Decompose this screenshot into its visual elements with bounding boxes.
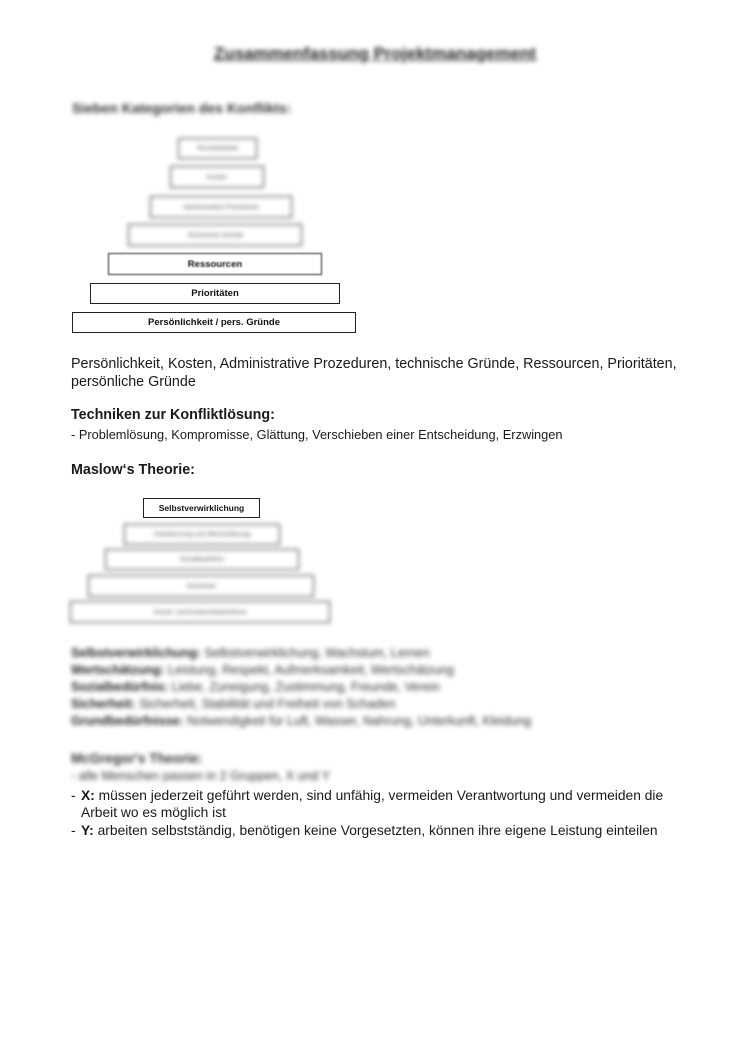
maslow-level-4: Sicherheit [88, 575, 314, 597]
techniques-heading: Techniken zur Konfliktlösung: [71, 407, 275, 423]
maslow-level-1: Selbstverwirklichung [143, 498, 260, 518]
mcgregor-y-text: arbeiten selbstständig, benötigen keine Vorgesetzten, können ihre eigene Leistung einteilen [97, 823, 658, 838]
mcgregor-y-label: Y: [81, 823, 94, 838]
mcgregor-x-text: müssen jederzeit geführt werden, sind unfähig, vermeiden Verantwortung und vermeiden die Arbeit wo es möglich ist [81, 788, 664, 820]
conflict-level-4: Technische Gründe [128, 224, 302, 246]
maslow-detail: Wertschätzung: Leistung, Respekt, Aufmerksamkeit, Wertschätzung [71, 663, 455, 677]
mcgregor-x-label: X: [81, 788, 95, 803]
document-title: Zusammenfassung Projektmanagement [213, 44, 537, 63]
maslow-level-5: Grund- und Existenzbedürfnisse [70, 601, 330, 623]
mcgregor-x-item [71, 787, 681, 821]
conflict-level-1: Persönlichkeit [178, 138, 257, 159]
maslow-level-3: Sozialbedürfnis [105, 549, 299, 570]
conflict-level-2: Kosten [170, 166, 264, 188]
maslow-detail: Sicherheit: Sicherheit, Stabilität und Freiheit von Schaden [71, 697, 396, 711]
mcgregor-intro: - alle Menschen passen in 2 Gruppen, X und Y [71, 769, 330, 783]
maslow-detail: Selbstverwirklichung: Selbstverwirklichung, Wachstum, Lernen [71, 646, 430, 660]
techniques-text: - Problemlösung, Kompromisse, Glättung, Verschieben einer Entscheidung, Erzwingen [71, 427, 563, 442]
maslow-detail: Sozialbedürfnis: Liebe, Zuneigung, Zustimmung, Freunde, Verein [71, 680, 440, 694]
conflict-level-5: Ressourcen [108, 253, 322, 275]
mcgregor-y-item [71, 822, 681, 839]
conflict-level-7: Persönlichkeit / pers. Gründe [72, 312, 356, 333]
maslow-heading: Maslow‘s Theorie: [71, 462, 195, 478]
conflict-level-3: Administrative Prozeduren [150, 196, 292, 218]
maslow-detail: Grundbedürfnisse: Notwendigkeit für Luft, Wasser, Nahrung, Unterkunft, Kleidung [71, 714, 532, 728]
conflict-level-6: Prioritäten [90, 283, 340, 304]
list-dash: - [71, 823, 76, 838]
conflict-summary: Persönlichkeit, Kosten, Administrative Prozeduren, technische Gründe, Ressourcen, Prioritäten, persönliche Gründe [71, 356, 677, 390]
list-dash: - [71, 788, 76, 803]
mcgregor-heading: McGregor's Theorie: [71, 751, 203, 766]
conflict-heading: Sieben Kategorien des Konflikts: [72, 100, 292, 116]
maslow-level-2: Anerkennung und Wertschätzung [124, 524, 280, 545]
